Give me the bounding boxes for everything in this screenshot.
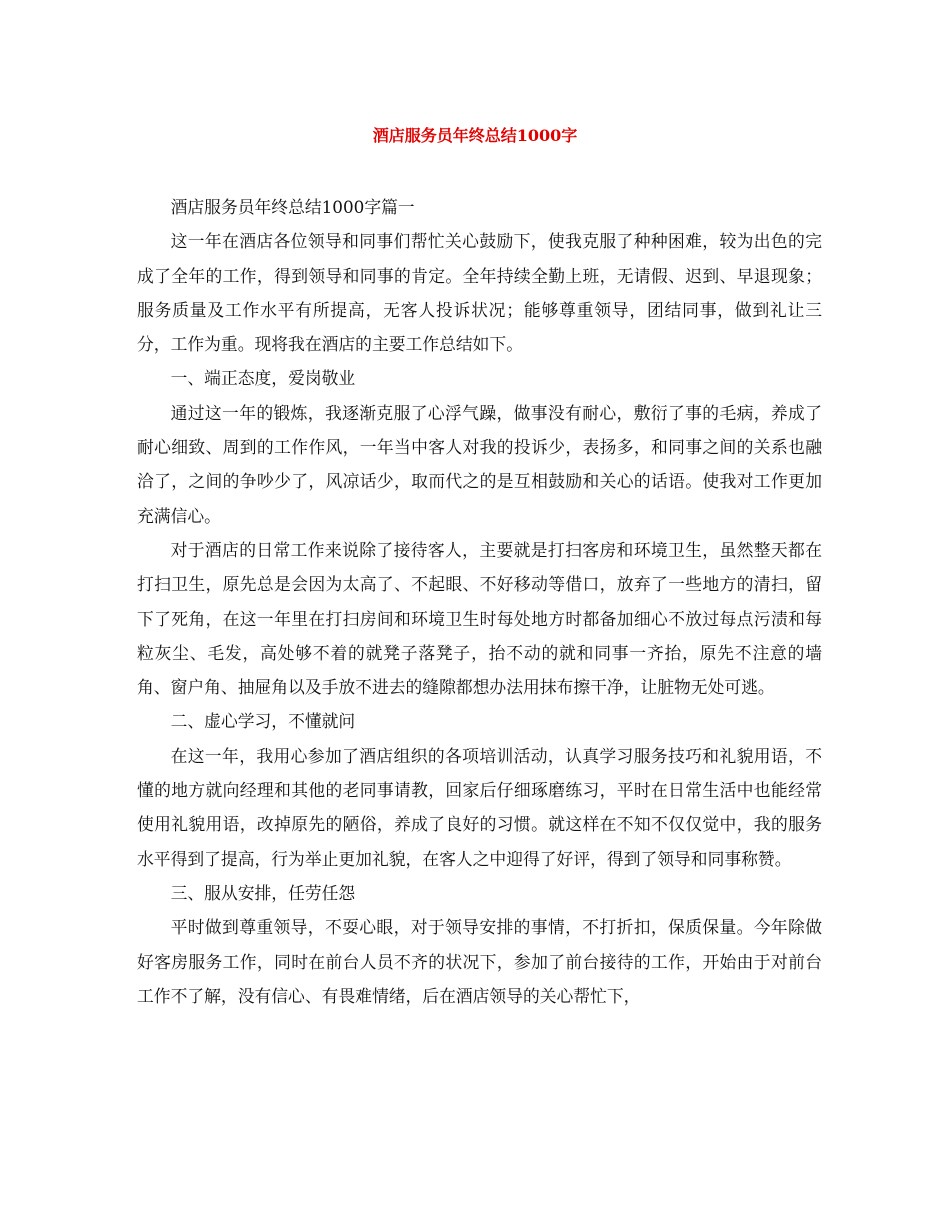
document-body bbox=[137, 190, 822, 1013]
document-title: 酒店服务员年终总结1000字 bbox=[372, 126, 578, 145]
paragraph-section-heading: 酒店服务员年终总结1000字篇一 bbox=[170, 197, 415, 217]
paragraph-learning: 在这一年，我用心参加了酒店组织的各项培训活动，认真学习服务技巧和礼貌用语，不懂的地方就向经理和其他的老同事请教，回家后仔细琢磨练习，平时在日常生活中也能经常使用礼貌用语，改掉原先的陋俗，养成了良好的习惯。就这样在不知不仅仅觉中，我的服务水平得到了提高，行为举止更加礼貌，在客人之中迎得了好评，得到了领导和同事称赞。 bbox=[137, 745, 822, 869]
paragraph-cleaning: 对于酒店的日常工作来说除了接待客人，主要就是打扫客房和环境卫生，虽然整天都在打扫卫生，原先总是会因为太高了、不起眼、不好移动等借口，放弃了一些地方的清扫，留下了死角，在这一年里在打扫房间和环境卫生时每处地方时都备加细心不放过每点污渍和每粒灰尘、毛发，高处够不着的就凳子落凳子，抬不动的就和同事一齐抬，原先不注意的墙角、窗户角、抽屉角以及手放不进去的缝隙都想办法用抹布擦干净，让脏物无处可逃。 bbox=[137, 539, 822, 698]
paragraph-heading-3: 三、服从安排，任劳任怨 bbox=[170, 882, 356, 903]
paragraph-heading-1: 一、端正态度，爱岗敬业 bbox=[170, 368, 356, 389]
paragraph-attitude: 通过这一年的锻炼，我逐渐克服了心浮气躁，做事没有耐心，敷衍了事的毛病，养成了耐心细致、周到的工作作风，一年当中客人对我的投诉少，表扬多，和同事之间的关系也融洽了，之间的争吵少了，风凉话少，取而代之的是互相鼓励和关心的话语。使我对工作更加充满信心。 bbox=[137, 402, 822, 526]
paragraph-obedience: 平时做到尊重领导，不耍心眼，对于领导安排的事情，不打折扣，保质保量。今年除做好客房服务工作，同时在前台人员不齐的状况下，参加了前台接待的工作，开始由于对前台工作不了解，没有信心、有畏难情绪，后在酒店领导的关心帮忙下， bbox=[137, 917, 822, 1006]
paragraph-intro: 这一年在酒店各位领导和同事们帮忙关心鼓励下，使我克服了种种困难，较为出色的完成了全年的工作，得到领导和同事的肯定。全年持续全勤上班，无请假、迟到、早退现象；服务质量及工作水平有所提高，无客人投诉状况；能够尊重领导，团结同事，做到礼让三分，工作为重。现将我在酒店的主要工作总结如下。 bbox=[137, 231, 822, 355]
paragraph-heading-2: 二、虚心学习，不懂就问 bbox=[170, 711, 356, 732]
